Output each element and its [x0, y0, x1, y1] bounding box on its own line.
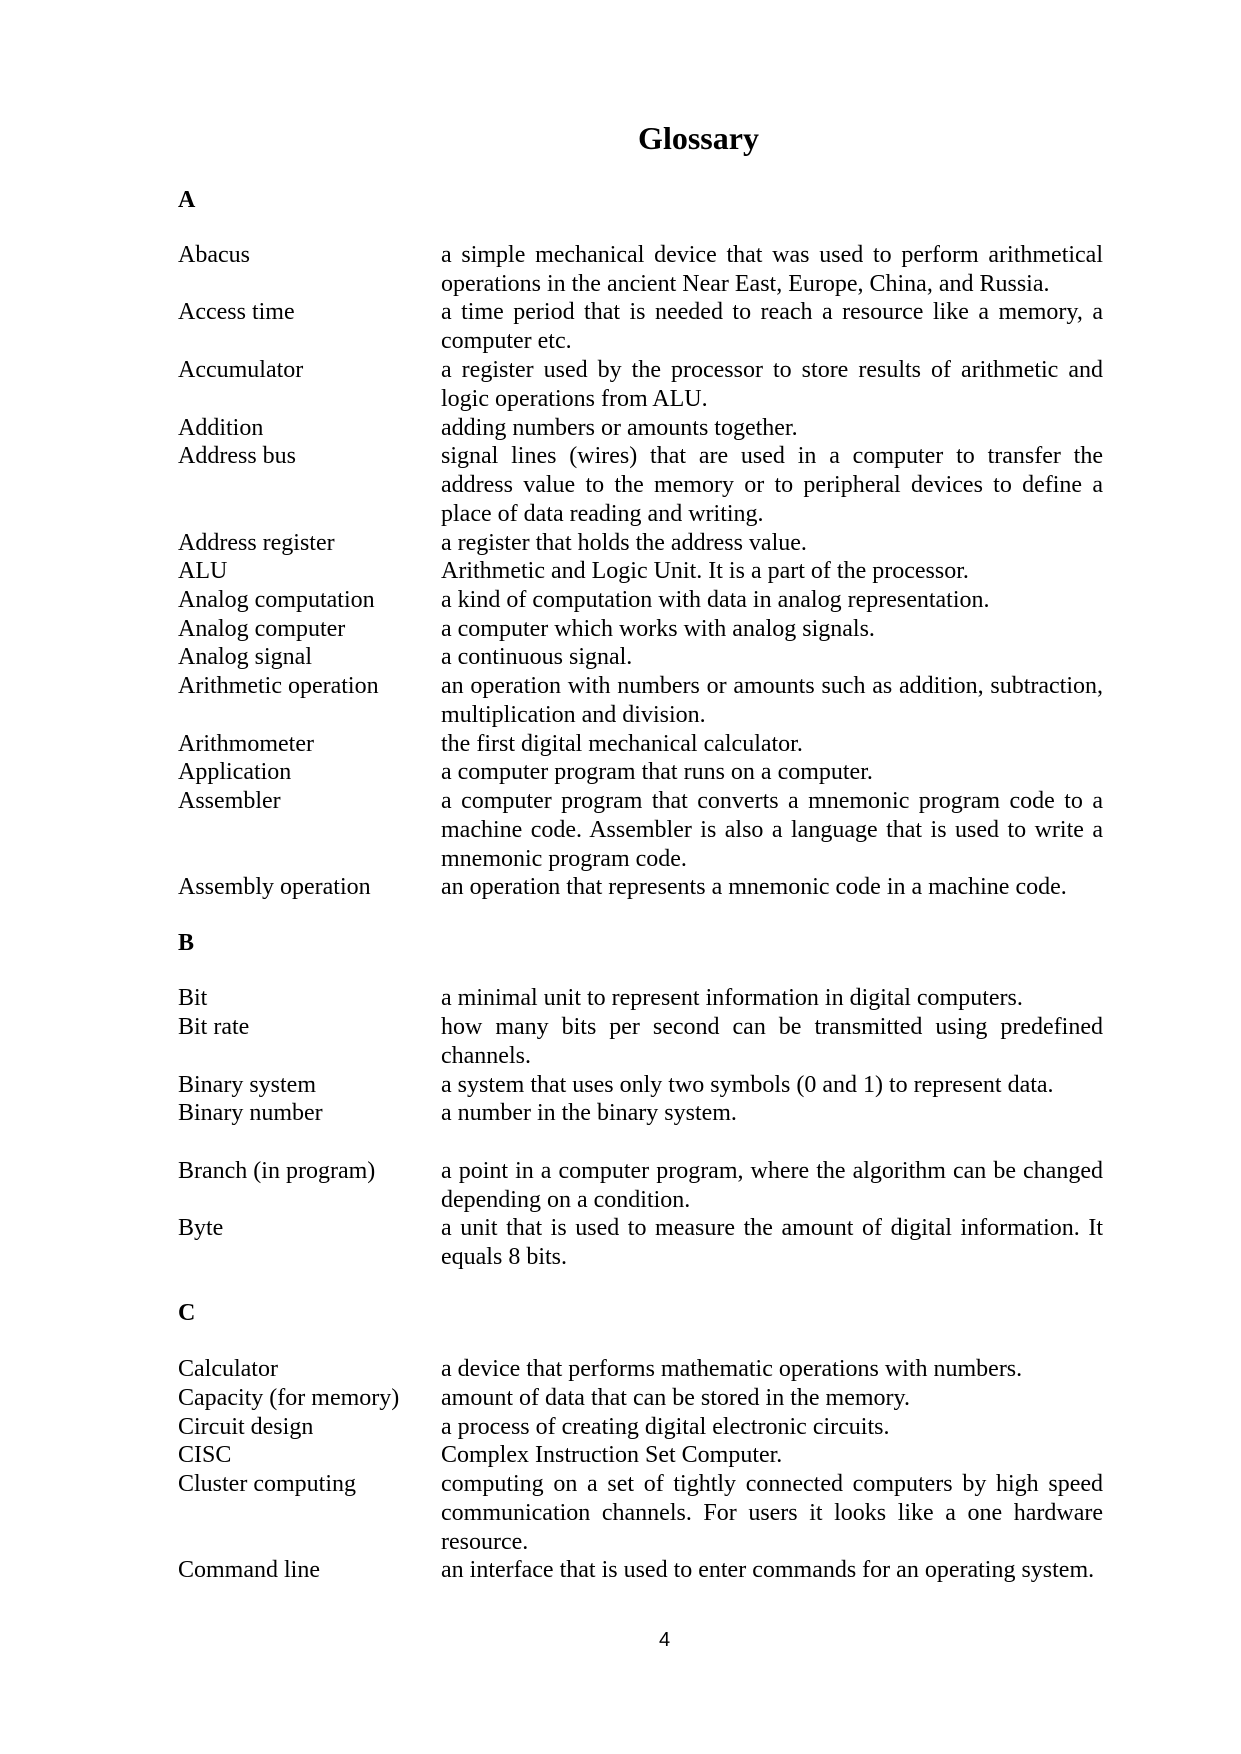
glossary-definition: a point in a computer program, where the algorithm can be changed depending on a condition. — [441, 1158, 1103, 1213]
glossary-definition: a register used by the processor to store results of arithmetic and logic operations from ALU. — [441, 357, 1103, 412]
glossary-entry — [178, 672, 1103, 730]
glossary-term: Binary system — [178, 1072, 316, 1098]
glossary-entry — [178, 1355, 1103, 1384]
glossary-entry — [178, 1470, 1103, 1556]
glossary-term: Accumulator — [178, 357, 304, 383]
glossary-entry — [178, 873, 1103, 902]
glossary-term: Assembler — [178, 788, 281, 814]
glossary-term: Bit — [178, 985, 208, 1011]
glossary-entry — [178, 1384, 1103, 1413]
glossary-definition: a computer program that runs on a computer. — [441, 759, 873, 785]
glossary-entry — [178, 1214, 1103, 1272]
glossary-definition: how many bits per second can be transmitted using predefined channels. — [441, 1014, 1103, 1069]
glossary-definition: a unit that is used to measure the amount of digital information. It equals 8 bits. — [441, 1215, 1103, 1270]
glossary-term: Analog signal — [178, 644, 312, 670]
glossary-term: Arithmometer — [178, 731, 314, 757]
glossary-definition: a system that uses only two symbols (0 and 1) to represent data. — [441, 1072, 1054, 1098]
glossary-entry — [178, 298, 1103, 356]
glossary-definition: signal lines (wires) that are used in a computer to transfer the address value to the memory or to peripheral devices to define a place of data reading and writing. — [441, 443, 1103, 527]
glossary-definition: an interface that is used to enter commands for an operating system. — [441, 1557, 1095, 1583]
glossary-entry — [178, 414, 1103, 443]
glossary-entry — [178, 984, 1103, 1013]
glossary-entry — [178, 1157, 1103, 1215]
glossary-term: Capacity (for memory) — [178, 1385, 400, 1411]
glossary-term: Addition — [178, 415, 264, 441]
glossary-entry — [178, 730, 1103, 759]
glossary-entry — [178, 241, 1103, 299]
glossary-entry — [178, 615, 1103, 644]
glossary-entry — [178, 787, 1103, 873]
glossary-term: Analog computer — [178, 616, 346, 642]
glossary-entry — [178, 1556, 1103, 1585]
glossary-definition: a kind of computation with data in analog representation. — [441, 587, 990, 613]
glossary-term: Assembly operation — [178, 874, 371, 900]
glossary-term: Address register — [178, 530, 335, 556]
glossary-term: Branch (in program) — [178, 1158, 376, 1184]
glossary-entry — [178, 1413, 1103, 1442]
glossary-definition: Arithmetic and Logic Unit. It is a part of the processor. — [441, 558, 969, 584]
glossary-term: Abacus — [178, 242, 250, 268]
section-heading-a: A — [178, 187, 196, 213]
glossary-entry — [178, 758, 1103, 787]
glossary-entry — [178, 1013, 1103, 1071]
glossary-definition: Complex Instruction Set Computer. — [441, 1442, 783, 1468]
glossary-entry — [178, 643, 1103, 672]
glossary-entry — [178, 1099, 1103, 1128]
glossary-term: ALU — [178, 558, 228, 584]
glossary-definition: a computer program that converts a mnemonic program code to a machine code. Assembler is also a language that is used to write a mnemonic program code. — [441, 788, 1103, 872]
glossary-definition: a minimal unit to represent information in digital computers. — [441, 985, 1023, 1011]
glossary-definition: a device that performs mathematic operations with numbers. — [441, 1356, 1023, 1382]
glossary-term: CISC — [178, 1442, 232, 1468]
glossary-definition: a simple mechanical device that was used to perform arithmetical operations in the ancient Near East, Europe, China, and Russia. — [441, 242, 1103, 297]
glossary-term: Calculator — [178, 1356, 278, 1382]
glossary-definition: computing on a set of tightly connected computers by high speed communication channels. For users it looks like a one hardware resource. — [441, 1471, 1103, 1555]
glossary-term: Application — [178, 759, 292, 785]
glossary-term: Bit rate — [178, 1014, 250, 1040]
glossary-definition: a register that holds the address value. — [441, 530, 807, 556]
glossary-term: Cluster computing — [178, 1471, 356, 1497]
glossary-definition: a process of creating digital electronic circuits. — [441, 1414, 890, 1440]
glossary-term: Arithmetic operation — [178, 673, 379, 699]
section-heading-b: B — [178, 930, 195, 956]
page-title: Glossary — [638, 120, 759, 156]
glossary-term: Access time — [178, 299, 295, 325]
glossary-term: Byte — [178, 1215, 224, 1241]
glossary-definition: a time period that is needed to reach a resource like a memory, a computer etc. — [441, 299, 1103, 354]
glossary-definition: the first digital mechanical calculator. — [441, 731, 803, 757]
glossary-term: Circuit design — [178, 1414, 314, 1440]
glossary-definition: an operation that represents a mnemonic code in a machine code. — [441, 874, 1067, 900]
glossary-definition: adding numbers or amounts together. — [441, 415, 798, 441]
glossary-definition: a number in the binary system. — [441, 1100, 737, 1126]
glossary-entry — [178, 557, 1103, 586]
section-heading-c: C — [178, 1300, 196, 1326]
glossary-term: Binary number — [178, 1100, 323, 1126]
glossary-entry — [178, 1071, 1103, 1100]
glossary-term: Analog computation — [178, 587, 375, 613]
glossary-definition: a computer which works with analog signals. — [441, 616, 875, 642]
page-number: 4 — [658, 1629, 671, 1651]
glossary-entry — [178, 356, 1103, 414]
glossary-entry — [178, 1441, 1103, 1470]
glossary-entry — [178, 442, 1103, 528]
glossary-definition: an operation with numbers or amounts such as addition, subtraction, multiplication and division. — [441, 673, 1103, 728]
glossary-term: Address bus — [178, 443, 296, 469]
glossary-entry — [178, 586, 1103, 615]
glossary-entry — [178, 529, 1103, 558]
glossary-term: Command line — [178, 1557, 320, 1583]
glossary-definition: amount of data that can be stored in the memory. — [441, 1385, 910, 1411]
glossary-definition: a continuous signal. — [441, 644, 633, 670]
